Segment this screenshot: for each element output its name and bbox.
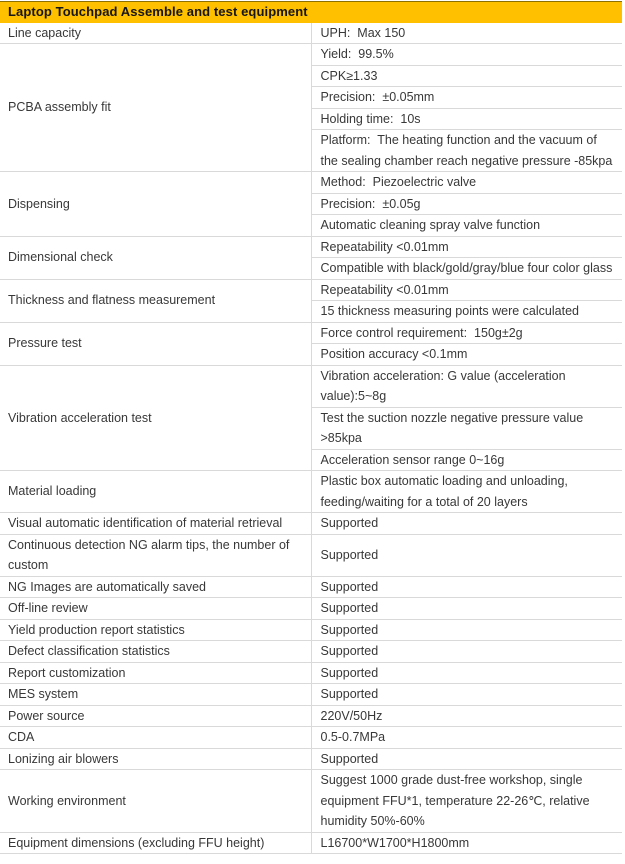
spec-value-cell: Platform: The heating function and the vacuum of the sealing chamber reach negative pressure -85kpa (311, 130, 622, 172)
spec-row (0, 322, 622, 344)
spec-value-cell: Supported (311, 619, 622, 641)
spec-row (0, 748, 622, 770)
spec-table-body (0, 23, 622, 854)
spec-value-cell: 220V/50Hz (311, 705, 622, 727)
spec-value-cell: Vibration acceleration: G value (acceleration value):5~8g (311, 365, 622, 407)
spec-label-cell: Line capacity (0, 23, 311, 44)
spec-value-cell: Compatible with black/gold/gray/blue four color glass (311, 258, 622, 280)
spec-label-cell: Lonizing air blowers (0, 748, 311, 770)
spec-value-cell: Supported (311, 641, 622, 663)
spec-label-cell: Defect classification statistics (0, 641, 311, 663)
spec-label-cell: NG Images are automatically saved (0, 576, 311, 598)
spec-value-cell: Supported (311, 534, 622, 576)
spec-value-cell: Precision: ±0.05mm (311, 87, 622, 109)
spec-value-cell: Supported (311, 748, 622, 770)
spec-value-cell: Position accuracy <0.1mm (311, 344, 622, 366)
spec-value-cell: CPK≥1.33 (311, 65, 622, 87)
spec-value-cell: Acceleration sensor range 0~16g (311, 449, 622, 471)
spec-row (0, 23, 622, 44)
spec-value-cell: Precision: ±0.05g (311, 193, 622, 215)
spec-value-cell: Supported (311, 662, 622, 684)
spec-value-cell: Holding time: 10s (311, 108, 622, 130)
spec-label-cell: Dispensing (0, 172, 311, 237)
spec-label-cell: Power source (0, 705, 311, 727)
spec-row (0, 513, 622, 535)
spec-value-cell: L16700*W1700*H1800mm (311, 832, 622, 854)
spec-label-cell: PCBA assembly fit (0, 44, 311, 172)
title-row (0, 2, 622, 23)
spec-row (0, 598, 622, 620)
spec-value-cell: Supported (311, 576, 622, 598)
spec-label-cell: Yield production report statistics (0, 619, 311, 641)
spec-row (0, 705, 622, 727)
spec-value-cell: Test the suction nozzle negative pressure value >85kpa (311, 407, 622, 449)
page-title: Laptop Touchpad Assemble and test equipment (0, 2, 622, 23)
spec-row (0, 619, 622, 641)
spec-label-cell: MES system (0, 684, 311, 706)
spec-label-cell: CDA (0, 727, 311, 749)
spec-row (0, 279, 622, 301)
spec-value-cell: Automatic cleaning spray valve function (311, 215, 622, 237)
spec-row (0, 727, 622, 749)
spec-row (0, 576, 622, 598)
spec-row (0, 641, 622, 663)
spec-row (0, 365, 622, 407)
spec-label-cell: Thickness and flatness measurement (0, 279, 311, 322)
spec-label-cell: Visual automatic identification of material retrieval (0, 513, 311, 535)
spec-label-cell: Report customization (0, 662, 311, 684)
spec-table (0, 1, 622, 854)
spec-value-cell: Supported (311, 513, 622, 535)
spec-value-cell: Suggest 1000 grade dust-free workshop, single equipment FFU*1, temperature 22-26℃, relative humidity 50%-60% (311, 770, 622, 833)
spec-label-cell: Pressure test (0, 322, 311, 365)
spec-row (0, 662, 622, 684)
spec-label-cell: Working environment (0, 770, 311, 833)
spec-row (0, 684, 622, 706)
spec-label-cell: Material loading (0, 471, 311, 513)
spec-value-cell: UPH: Max 150 (311, 23, 622, 44)
spec-row (0, 236, 622, 258)
spec-value-cell: Yield: 99.5% (311, 44, 622, 66)
spec-value-cell: Method: Piezoelectric valve (311, 172, 622, 194)
spec-value-cell: Repeatability <0.01mm (311, 279, 622, 301)
spec-label-cell: Equipment dimensions (excluding FFU height) (0, 832, 311, 854)
spec-row (0, 172, 622, 194)
spec-value-cell: 0.5-0.7MPa (311, 727, 622, 749)
spec-value-cell: Supported (311, 684, 622, 706)
spec-row (0, 770, 622, 833)
spec-row (0, 832, 622, 854)
spec-value-cell: 15 thickness measuring points were calculated (311, 301, 622, 323)
spec-row (0, 534, 622, 576)
spec-value-cell: Plastic box automatic loading and unloading, feeding/waiting for a total of 20 layers (311, 471, 622, 513)
spec-value-cell: Supported (311, 598, 622, 620)
spec-label-cell: Off-line review (0, 598, 311, 620)
spec-value-cell: Force control requirement: 150g±2g (311, 322, 622, 344)
spec-row (0, 44, 622, 66)
spec-label-cell: Vibration acceleration test (0, 365, 311, 471)
spec-row (0, 471, 622, 513)
spec-label-cell: Dimensional check (0, 236, 311, 279)
spec-label-cell: Continuous detection NG alarm tips, the number of custom (0, 534, 311, 576)
spec-value-cell: Repeatability <0.01mm (311, 236, 622, 258)
